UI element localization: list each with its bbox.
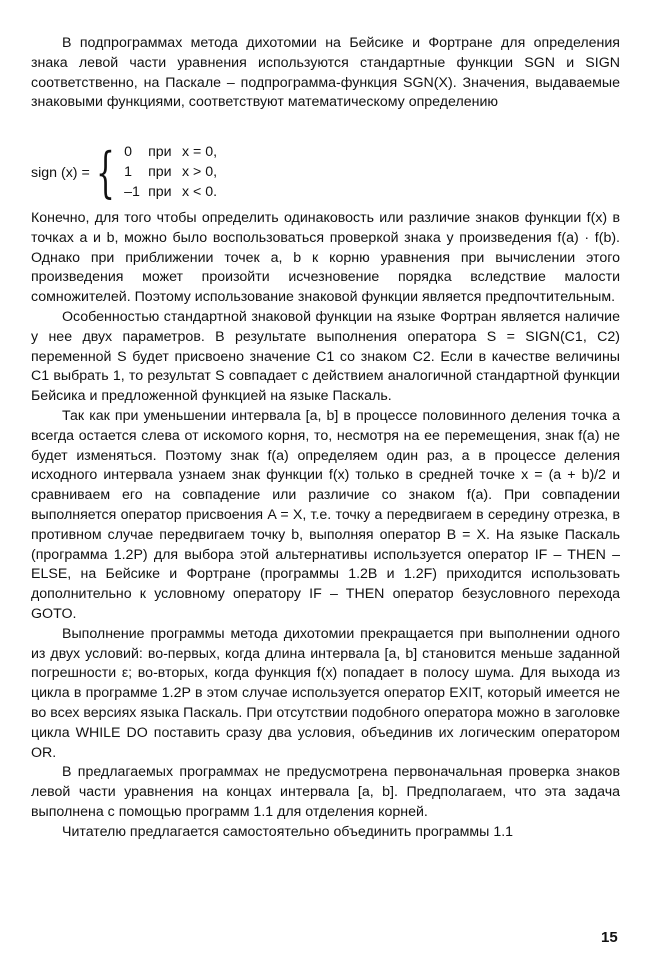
paragraph-6: В предлагаемых программах не предусмотрена первоначальная проверка знаков левой части уравнения на концах интервала [a, b]. Предполагаем, что эта задача выполнена с помощью программ 1.1 для отделения корней. <box>31 764 620 820</box>
case-value: 1 <box>124 164 132 181</box>
left-brace-icon: { <box>95 141 115 204</box>
paragraph-intro <box>31 34 620 113</box>
formula-case-row <box>124 163 217 183</box>
formula-lhs: sign (x) = <box>31 165 90 181</box>
paragraph-4: Так как при уменьшении интервала [a, b] в процессе половинного деления точка a всегда остается слева от искомого корня, то, несмотря на ее перемещения, знак f(a) не будет изменяться. Поэтому знак f(a) определяем один раз, а в процессе деления исходного интервала узнаем знак функции f(x) только в средней точке x = (a + b)/2 и сравниваем его на совпадение или различие со знаком f(a). При совпадении выполняется оператор присвоения A = X, т.е. точку a передвигаем в середину отрезка, в противном случае передвигаем точку b, выполняя оператор B = X. На языке Паскаль (программа 1.2P) для выбора этой альтернативы используется оператор IF – THEN – ELSE, на Бейсике и Фортране (программы 1.2B и 1.2F) приходится использовать дополнительно к условному оператору IF – THEN оператор безусловного перехода GOTO. <box>31 407 620 622</box>
formula-cases <box>124 143 217 202</box>
case-word: при <box>148 144 172 161</box>
case-word: при <box>148 164 172 181</box>
paragraph-5: Выполнение программы метода дихотомии прекращается при выполнении одного из двух условий: во-первых, когда длина интервала [a, b] становится меньше заданной погрешности ε; во-вторых, когда функция f(x) попадает в полосу шума. Для выхода из цикла в программе 1.2P в этом случае используется оператор EXIT, который имеется не во всех версиях языка Паскаль. При отсутствии подобного оператора можно в заголовке цикла WHILE DO поставить сразу два условия, объединив их логическим оператором OR. <box>31 625 620 761</box>
body-text <box>31 209 620 843</box>
case-condition: x > 0, <box>182 164 218 181</box>
paragraph-3: Особенностью стандартной знаковой функции на языке Фортран является наличие у нее двух параметров. В результате выполнения оператора S = SIGN(C1, C2) переменной S будет присвоено значение C1 со знаком C2. Если в качестве величины C1 выбрать 1, то результат S совпадает с действием аналогичной стандартной функции Бейсика и предложенной функцией на языке Паскаль. <box>31 308 620 405</box>
paragraph-1: В подпрограммах метода дихотомии на Бейсике и Фортране для определения знака левой части уравнения используются стандартные функции SGN и SIGN соответственно, на Паскале – подпрограмма-функция SGN(X). Значения, выдаваемые знаковыми функциями, соответствуют математическому определению <box>31 35 620 111</box>
formula-case-row <box>124 143 217 163</box>
page-number: 15 <box>601 929 618 946</box>
case-word: при <box>148 183 172 200</box>
paragraph-7: Читателю предлагается самостоятельно объединить программы 1.1 <box>62 823 514 840</box>
case-condition: x = 0, <box>182 144 218 161</box>
case-condition: x < 0. <box>182 183 218 200</box>
case-value: –1 <box>124 183 140 200</box>
sign-function-formula <box>31 141 218 204</box>
paragraph-2: Конечно, для того чтобы определить одинаковость или различие знаков функции f(x) в точках a и b, можно было воспользоваться проверкой знака у произведения f(a) · f(b). Однако при приближении точек a, b к корню уравнения при вычислении этого произведения может произойти исчезновение порядка вследствие малости сомножителей. Поэтому использование знаковой функции является предпочтительным. <box>31 210 620 306</box>
case-value: 0 <box>124 144 132 161</box>
formula-case-row <box>124 183 217 203</box>
